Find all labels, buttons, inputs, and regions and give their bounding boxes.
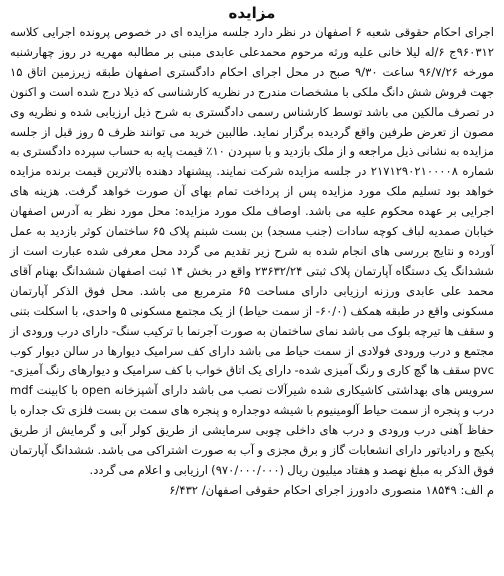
notice-title: مزایده [228, 4, 276, 22]
notice-body: اجرای احکام حقوقی شعبه ۶ اصفهان در نظر دارد جلسه مزایده ای در خصوص پرونده اجرایی کلاسه ۹۶۰۳۱۲ج ۶/له لیلا خانی علیه ورثه مرحوم محمدعلی عابدی مبنی بر مطالبه مهریه در روز چهارشنبه مورخه ۹۶/۷/۲۶ ساعت ۹/۳۰ صبح در محل اجرای احکام دادگستری اصفهان طبقه زیرزمین اتاق ۱۵ جهت فروش شش دانگ ملکی با مشخصات مندرج در نظریه کارشناسی که ذیلا درج شده است و اکنون در تصرف مالکین می باشد توسط کارشناس رسمی دادگستری به شرح ذیل ارزیابی شده و نظریه وی مصون از تعرض طرفین واقع گردیده برگزار نماید. طالبین خرید می توانند ظرف ۵ روز قبل از جلسه مزایده به نشانی ذیل مراجعه و از ملک بازدید و با سپردن ۱۰٪ قیمت پایه به حساب سپرده دادگستری به شماره ۲۱۷۱۲۹۰۲۱۰۰۰۰۸ در جلسه مزایده شرکت نمایند. پیشنهاد دهنده بالاترین قیمت برنده مزایده خواهد بود تسلیم ملک مورد مزایده پس از پرداخت تمام بهای آن صورت خواهد گرفت. هزینه های اجرایی بر عهده محکوم علیه می باشد. اوصاف ملک مورد مزایده: محل مورد نظر به آدرس اصفهان خیابان صمدیه لباف کوچه سادات (جنب مسجد) بن بست شبنم پلاک ۶۵ ساختمان کوثر بازدید به عمل آورده و نتایج بررسی های انجام شده به شرح زیر تقدیم می گردد محل معرفی شده عبارت است از ششدانگ یک دستگاه آپارتمان پلاک ثبتی ۲۳۶۳۲/۲۴ واقع در بخش ۱۴ ثبت اصفهان ششدانگ بهنام آقای محمد علی عابدی ورزنه ارزیابی دارای مساحت ۶۵ مترمربع می باشد. محل فوق الذکر آپارتمان مسکونی واقع در طبقه همکف (۶۰/۰- از سمت حیاط) از یک مجتمع مسکونی ۵ واحدی، با اسکلت بتنی و سقف ها تیرچه بلوک می باشد نمای ساختمان به صورت آجرنما با ترکیب سنگ- دارای درب ورودی از مجتمع و درب ورودی فولادی از سمت حیاط می باشد دارای کف سرامیک دیوارها در سالن دیوار کوب pvc سقف ها گچ کاری و رنگ آمیزی شده- دارای یک اتاق خواب با کف سرامیک و دیوارهای رنگ آمیزی- سرویس های بهداشتی کاشیکاری شده شیرآلات نصب می باشد دارای آشپزخانه open با کابینت mdf درب و پنجره از سمت حیاط آلومینیوم با شیشه دوجداره و پنجره های سمت بن بست فلزی تک جداره با حفاظ آهنی درب ورودی و درب های داخلی چوبی سرمایشی از طریق کولر آبی و گرمایش از طریق پکیج و رادیاتور دارای انشعابات گاز و برق مجزی و آب به صورت اشتراکی می باشد. ششدانگ آپارتمان فوق الذکر به مبلغ نهصد و هفتاد میلیون ریال (۹۷۰/۰۰۰/۰۰۰) ارزیابی و اعلام می گردد. [10, 25, 495, 477]
notice-footer: م الف: ۱۸۵۴۹ منصوری دادورز اجرای احکام حقوقی اصفهان/ ۶/۴۳۲ [169, 482, 494, 497]
